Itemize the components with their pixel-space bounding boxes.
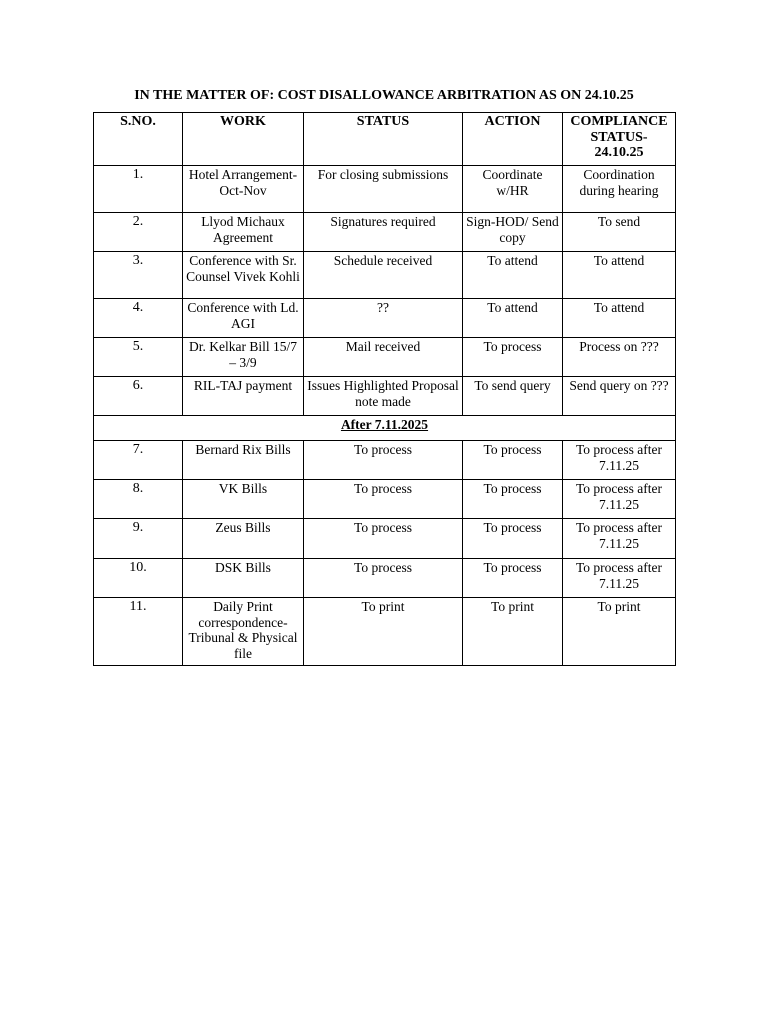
- row-status: To process: [304, 559, 463, 598]
- table-row: [94, 166, 676, 213]
- row-sno: 1.: [94, 166, 183, 213]
- row-sno: 9.: [94, 519, 183, 559]
- header-action: ACTION: [463, 113, 563, 166]
- header-work: WORK: [183, 113, 304, 166]
- table-row: [94, 559, 676, 598]
- row-action: Coordinate w/HR: [463, 166, 563, 213]
- row-compliance: To send: [563, 213, 676, 252]
- row-status: ??: [304, 299, 463, 338]
- row-compliance: Send query on ???: [563, 377, 676, 416]
- row-status: For closing submissions: [304, 166, 463, 213]
- row-status: To process: [304, 441, 463, 480]
- row-action: To print: [463, 598, 563, 666]
- row-sno: 7.: [94, 441, 183, 480]
- row-work: Dr. Kelkar Bill 15/7 – 3/9: [183, 338, 304, 377]
- row-action: To process: [463, 519, 563, 559]
- table-header-row: [94, 113, 676, 166]
- row-status: To process: [304, 480, 463, 519]
- table-row: [94, 252, 676, 299]
- row-action: To process: [463, 480, 563, 519]
- header-status: STATUS: [304, 113, 463, 166]
- row-compliance: To attend: [563, 252, 676, 299]
- row-action: Sign-HOD/ Send copy: [463, 213, 563, 252]
- table-row: [94, 441, 676, 480]
- row-sno: 10.: [94, 559, 183, 598]
- matter-table: [93, 112, 676, 666]
- row-compliance: Coordination during hearing: [563, 166, 676, 213]
- row-sno: 4.: [94, 299, 183, 338]
- row-work: Daily Print correspondence-Tribunal & Physical file: [183, 598, 304, 666]
- table-row: [94, 377, 676, 416]
- row-status: Schedule received: [304, 252, 463, 299]
- row-action: To send query: [463, 377, 563, 416]
- row-status: To process: [304, 519, 463, 559]
- row-compliance: To attend: [563, 299, 676, 338]
- row-status: To print: [304, 598, 463, 666]
- row-sno: 6.: [94, 377, 183, 416]
- table-row: [94, 299, 676, 338]
- table-row: [94, 480, 676, 519]
- row-work: Hotel Arrangement-Oct-Nov: [183, 166, 304, 213]
- section-divider-row: [94, 416, 676, 441]
- row-action: To attend: [463, 252, 563, 299]
- row-work: VK Bills: [183, 480, 304, 519]
- header-compliance-status: COMPLIANCE STATUS-24.10.25: [563, 113, 676, 166]
- row-sno: 11.: [94, 598, 183, 666]
- table-row: [94, 338, 676, 377]
- row-status: Signatures required: [304, 213, 463, 252]
- table-row: [94, 598, 676, 666]
- row-work: Conference with Sr. Counsel Vivek Kohli: [183, 252, 304, 299]
- row-status: Issues Highlighted Proposal note made: [304, 377, 463, 416]
- row-compliance: To process after 7.11.25: [563, 559, 676, 598]
- row-work: RIL-TAJ payment: [183, 377, 304, 416]
- row-action: To attend: [463, 299, 563, 338]
- row-status: Mail received: [304, 338, 463, 377]
- row-action: To process: [463, 559, 563, 598]
- row-sno: 8.: [94, 480, 183, 519]
- row-compliance: To process after 7.11.25: [563, 441, 676, 480]
- row-work: Llyod Michaux Agreement: [183, 213, 304, 252]
- table-row: [94, 213, 676, 252]
- row-work: Conference with Ld. AGI: [183, 299, 304, 338]
- row-sno: 2.: [94, 213, 183, 252]
- section-label: After 7.11.2025: [94, 416, 676, 441]
- row-compliance: Process on ???: [563, 338, 676, 377]
- row-work: Bernard Rix Bills: [183, 441, 304, 480]
- row-work: Zeus Bills: [183, 519, 304, 559]
- row-action: To process: [463, 338, 563, 377]
- row-action: To process: [463, 441, 563, 480]
- row-compliance: To process after 7.11.25: [563, 480, 676, 519]
- document-title: IN THE MATTER OF: COST DISALLOWANCE ARBITRATION AS ON 24.10.25: [134, 88, 634, 103]
- table-row: [94, 519, 676, 559]
- row-sno: 3.: [94, 252, 183, 299]
- row-sno: 5.: [94, 338, 183, 377]
- row-work: DSK Bills: [183, 559, 304, 598]
- row-compliance: To print: [563, 598, 676, 666]
- row-compliance: To process after 7.11.25: [563, 519, 676, 559]
- header-sno: S.NO.: [94, 113, 183, 166]
